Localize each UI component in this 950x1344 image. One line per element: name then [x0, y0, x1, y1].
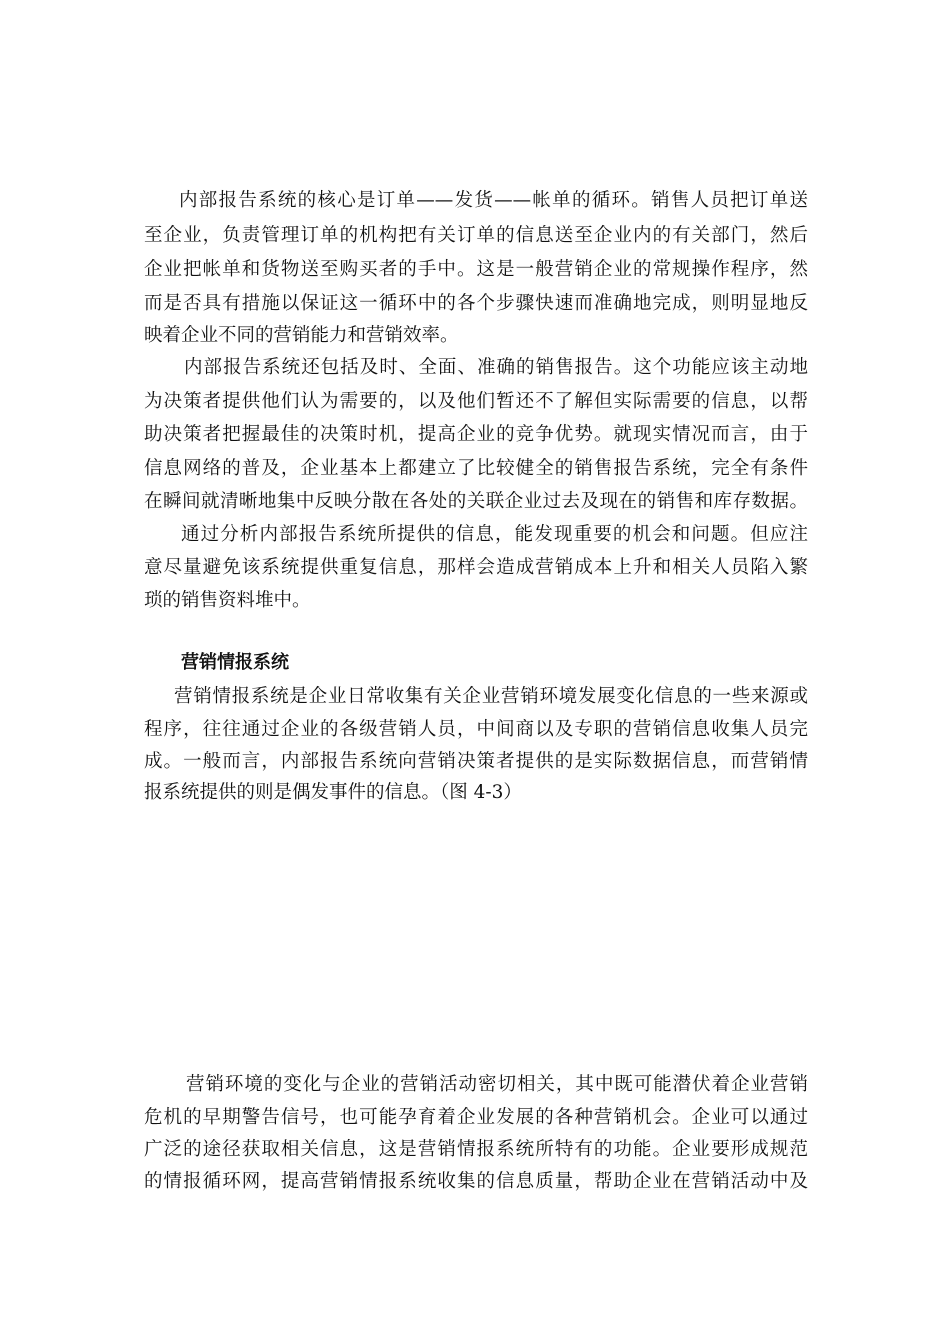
section-heading: 营销情报系统: [181, 652, 289, 673]
text-line: 营销情报系统是企业日常收集有关企业营销环境发展变化信息的一些来源或: [174, 686, 808, 707]
text-line: 信息网络的普及，企业基本上都建立了比较健全的销售报告系统，完全有条件: [144, 458, 808, 479]
text-line: 程序，往往通过企业的各级营销人员，中间商以及专职的营销信息收集人员完: [144, 719, 808, 740]
text-line: 通过分析内部报告系统所提供的信息，能发现重要的机会和问题。但应注: [181, 524, 808, 545]
text-line: 内部报告系统的核心是订单——发货——帐单的循环。销售人员把订单送: [179, 190, 808, 211]
text-line: 映着企业不同的营销能力和营销效率。: [144, 325, 459, 346]
text-line: 至企业，负责管理订单的机构把有关订单的信息送至企业内的有关部门，然后: [144, 225, 808, 246]
text-line: 报系统提供的则是偶发事件的信息。（图 4-3）: [144, 782, 522, 803]
text-line: 助决策者把握最佳的决策时机，提高企业的竞争优势。就现实情况而言，由于: [144, 424, 808, 445]
text-line: 企业把帐单和货物送至购买者的手中。这是一般营销企业的常规操作程序，然: [144, 259, 808, 280]
text-line: 为决策者提供他们认为需要的，以及他们暂还不了解但实际需要的信息，以帮: [144, 391, 808, 412]
text-line: 而是否具有措施以保证这一循环中的各个步骤快速而准确地完成，则明显地反: [144, 293, 808, 314]
text-line: 营销环境的变化与企业的营销活动密切相关，其中既可能潜伏着企业营销: [186, 1074, 808, 1095]
text-line: 成。一般而言，内部报告系统向营销决策者提供的是实际数据信息，而营销情: [144, 751, 808, 772]
text-line: 内部报告系统还包括及时、全面、准确的销售报告。这个功能应该主动地: [184, 357, 808, 378]
text-line: 琐的销售资料堆中。: [144, 590, 311, 611]
text-line: 广泛的途径获取相关信息，这是营销情报系统所特有的功能。企业要形成规范: [144, 1139, 808, 1160]
text-line: 危机的早期警告信号，也可能孕育着企业发展的各种营销机会。企业可以通过: [144, 1107, 808, 1128]
text-line: 意尽量避免该系统提供重复信息，那样会造成营销成本上升和相关人员陷入繁: [144, 557, 808, 578]
text-line: 在瞬间就清晰地集中反映分散在各处的关联企业过去及现在的销售和库存数据。: [144, 491, 808, 512]
text-line: 的情报循环网，提高营销情报系统收集的信息质量，帮助企业在营销活动中及: [144, 1171, 808, 1192]
